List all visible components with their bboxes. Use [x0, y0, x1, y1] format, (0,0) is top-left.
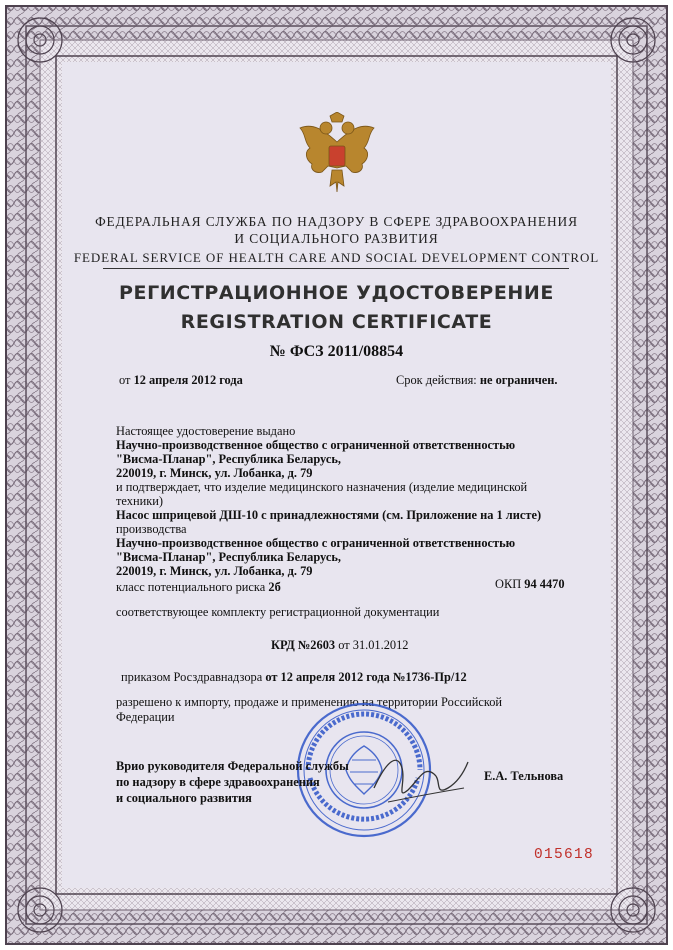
validity-value: не ограничен.	[479, 373, 558, 387]
product-name: Насос шприцевой ДШ-10 с принадлежностями (см. Приложение на 1 листе)	[116, 508, 542, 522]
manufacturer-line-2: "Висма-Планар", Республика Беларусь,	[116, 550, 342, 564]
signatory-position-2: по надзору в сфере здравоохранения	[116, 775, 320, 789]
authority-line-1: ФЕДЕРАЛЬНАЯ СЛУЖБА ПО НАДЗОРУ В СФЕРЕ ЗДРАВООХРАНЕНИЯ	[95, 214, 578, 229]
authority-line-3: FEDERAL SERVICE OF HEALTH CARE AND SOCIAL DEVELOPMENT CONTROL	[73, 250, 600, 265]
risk-class-value: 2б	[268, 580, 281, 594]
issuer-line-1: Научно-производственное общество с ограниченной ответственностью	[116, 438, 516, 452]
certificate-title-en: REGISTRATION CERTIFICATE	[180, 311, 493, 333]
issue-date-prefix: от	[119, 373, 131, 387]
order-reference	[121, 670, 467, 685]
signatory-position-1: Врио руководителя Федеральной службы	[116, 759, 349, 773]
issue-date-value: 12 апреля 2012 года	[133, 373, 243, 387]
okp-value: 94 4470	[524, 577, 565, 591]
validity-label: Срок действия:	[396, 373, 477, 387]
issuer-line-2: "Висма-Планар", Республика Беларусь,	[116, 452, 342, 466]
krd-number: КРД №2603	[271, 638, 336, 652]
confirms-line-1: и подтверждает, что изделие медицинского назначения (изделие медицинской	[116, 480, 528, 494]
order-details: от 12 апреля 2012 года №1736-Пр/12	[265, 670, 467, 684]
authority-line-2: И СОЦИАЛЬНОГО РАЗВИТИЯ	[234, 231, 439, 246]
certificate-title-ru: РЕГИСТРАЦИОННОЕ УДОСТОВЕРЕНИЕ	[118, 282, 554, 304]
issued-to-label: Настоящее удостоверение выдано	[116, 424, 296, 438]
krd-reference	[271, 638, 409, 653]
serial-number: 015618	[533, 847, 594, 863]
authority-divider	[103, 268, 569, 269]
certificate-number: № ФСЗ 2011/08854	[269, 343, 404, 360]
handwritten-signature	[368, 748, 474, 810]
signatory-name: Е.А. Тельнова	[484, 769, 564, 783]
produced-label: производства	[116, 522, 187, 536]
risk-class	[116, 580, 281, 595]
conformity-text: соответствующее комплекту регистрационной документации	[116, 605, 440, 619]
manufacturer-line-3: 220019, г. Минск, ул. Лобанка, д. 79	[116, 564, 313, 578]
signatory-position-3: и социального развития	[116, 791, 252, 805]
okp-code	[495, 577, 565, 592]
permitted-line-2: Федерации	[116, 710, 175, 724]
okp-label: ОКП	[495, 577, 522, 591]
double-headed-eagle-icon	[296, 112, 378, 198]
risk-class-label: класс потенциального риска	[116, 580, 266, 594]
issuer-line-3: 220019, г. Минск, ул. Лобанка, д. 79	[116, 466, 313, 480]
confirms-line-2: техники)	[116, 494, 163, 508]
krd-date: от 31.01.2012	[338, 638, 409, 652]
issue-date	[119, 373, 243, 388]
manufacturer-line-1: Научно-производственное общество с ограниченной ответственностью	[116, 536, 516, 550]
permitted-line-1: разрешено к импорту, продаже и применению на территории Российской	[116, 695, 503, 709]
validity	[396, 373, 558, 388]
order-prefix: приказом Росздравнадзора	[121, 670, 263, 684]
